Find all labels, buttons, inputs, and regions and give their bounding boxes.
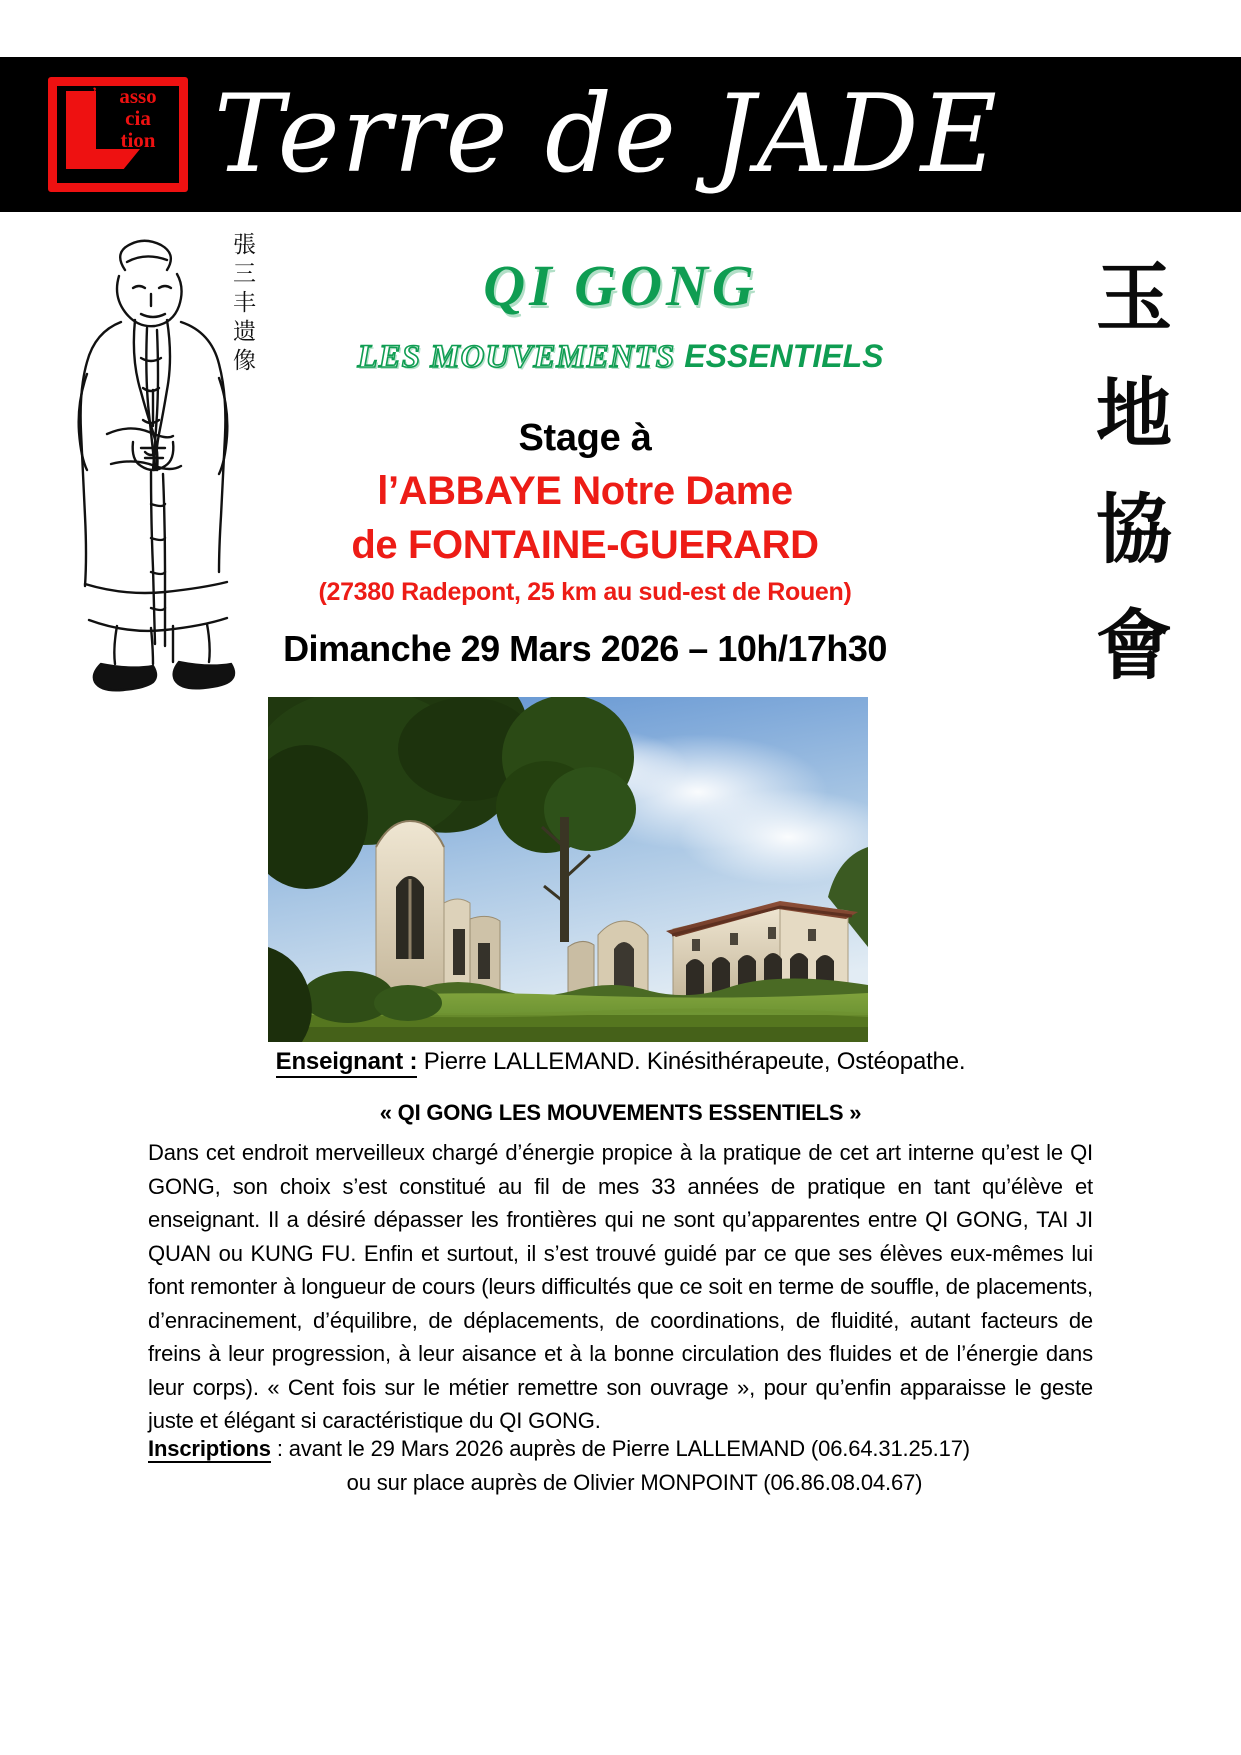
logo-word-line-1: asso (119, 84, 157, 108)
calligraphy-char-3: 協 (1096, 485, 1172, 574)
inscriptions-line-1: : avant le 29 Mars 2026 auprès de Pierre LALLEMAND (06.64.31.25.17) (270, 1436, 970, 1461)
venue-line-3: (27380 Radepont, 25 km au sud-est de Rouen) (318, 578, 852, 606)
logo-wordmark (100, 85, 176, 151)
association-logo (48, 77, 188, 192)
inscriptions-label: Inscriptions (148, 1436, 271, 1461)
venue-line-2: de FONTAINE-GUERARD (351, 523, 819, 567)
body-section-title: « QI GONG LES MOUVEMENTS ESSENTIELS » (379, 1100, 862, 1125)
logo-word-line-3: tion (120, 128, 156, 152)
calligraphy-char-2: 地 (1096, 369, 1172, 458)
venue-line-1: l’ABBAYE Notre Dame (377, 469, 793, 513)
teacher-label: Enseignant : (276, 1048, 418, 1078)
inscriptions-line-2: ou sur place auprès de Olivier MONPOINT (06.86.08.04.67) (346, 1470, 923, 1495)
teacher-line (0, 1048, 1241, 1076)
qigong-subtitle (0, 338, 1241, 376)
logo-word-line-2: cia (125, 106, 151, 130)
stage-label: Stage à (518, 417, 652, 459)
logo-apostrophe: ’ (92, 85, 97, 101)
subtitle-outline-part: LES MOUVEMENTS (357, 339, 685, 375)
event-date: Dimanche 29 Mars 2026 – 10h/17h30 (283, 628, 887, 669)
calligraphy-char-1: 玉 (1096, 253, 1172, 342)
teacher-value: Pierre LALLEMAND. Kinésithérapeute, Ostéopathe. (417, 1048, 966, 1075)
brand-title: Terre de JADE (214, 71, 999, 197)
header-banner (0, 57, 1241, 212)
abbey-photo (268, 697, 868, 1042)
body-paragraph: Dans cet endroit merveilleux chargé d’énergie propice à la pratique de cet art interne qu’est le QI GONG, son choix s’est constitué au fil de mes 33 années de pratique en tant qu’élève et enseignant. Il a désiré dépasser les frontières qui ne sont qu’apparentes entre QI GONG, TAI JI QUAN ou KUNG FU. Enfin et surtout, il s’est trouvé guidé par ce que ses élèves eux-mêmes lui font remonter à longueur de cours (leurs difficultés que ce soit en terme de souffle, de placements, d’enracinement, d’équilibre, de déplacements, de coordinations, de fluidité, autant facteurs de freins à leur progression, à leur aisance et à la bonne circulation des fluides et de l’énergie dans leur corps). « Cent fois sur le métier remettre son ouvrage », pour qu’enfin apparaisse le geste juste et élégant si caractéristique du QI GONG. (148, 1140, 1093, 1433)
calligraphy-char-4: 會 (1096, 601, 1172, 690)
event-details (255, 412, 915, 680)
qigong-title: QI GONG (483, 253, 758, 318)
subtitle-solid-part: ESSENTIELS (684, 338, 884, 374)
inscriptions-block (148, 1432, 1093, 1500)
sage-caption-calligraphy: 張三丰遗像 (229, 232, 255, 377)
